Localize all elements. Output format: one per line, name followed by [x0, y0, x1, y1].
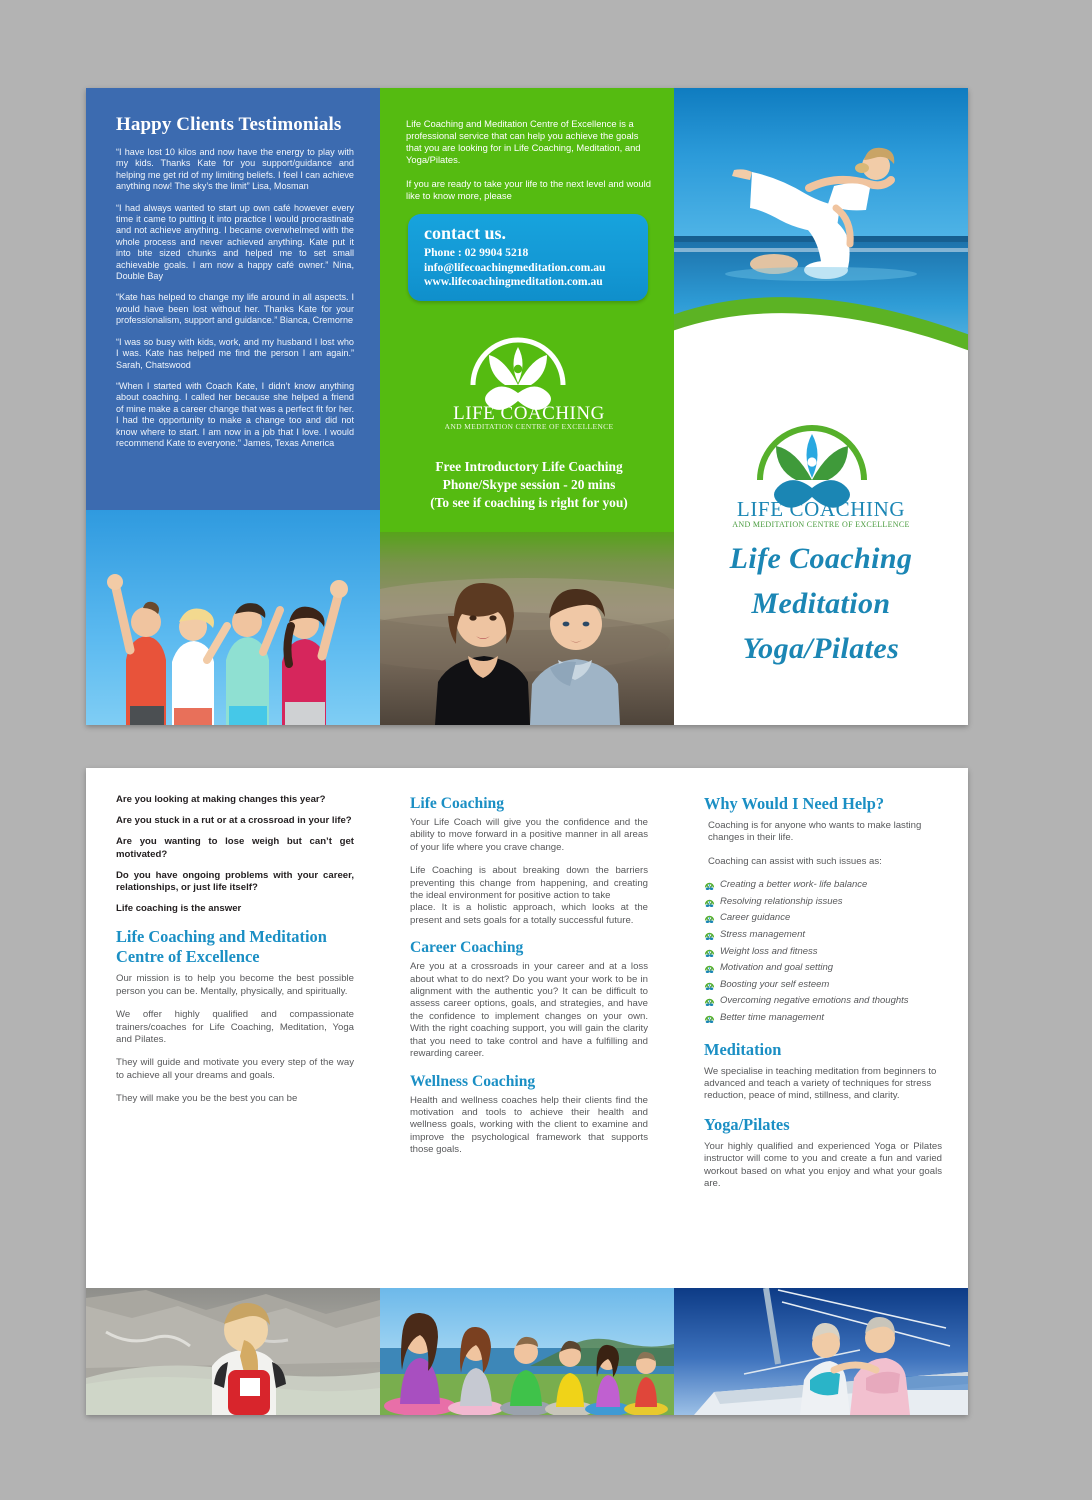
section-paragraph: Life Coaching is about breaking down the barriers preventing this change from happening, and creating the ideal environment for positive action to take	[410, 865, 648, 902]
green-info-panel	[380, 88, 674, 725]
section-heading-life-coaching: Life Coaching	[410, 795, 504, 812]
lotus-bullet-icon	[704, 980, 715, 995]
lotus-bullet-icon	[704, 996, 715, 1011]
svg-text:LIFE COACHING: LIFE COACHING	[736, 497, 906, 521]
right-intro: Coaching is for anyone who wants to make lasting changes in their life.	[708, 820, 922, 844]
list-item	[704, 962, 942, 978]
testimonial-quote: “I had always wanted to start up own café however every time it came to putting it into practice I would procrastinate and not achieve anything. I became overwhelmed with the whole process and never achieved anything. Kate put it into bite sized chunks and helped me to set small achievable goals. I am now a happy café owner.” Nina, Double Bay	[116, 202, 354, 282]
group-meditation-photo	[380, 1288, 674, 1415]
testimonial-quote: “I have lost 10 kilos and now have the energy to play with my kids. Thanks Kate for you support/guidance and helping me get rid of my limiting beliefs. I feel I can achieve anything now! The sky’s the limit” Lisa, Mosman	[116, 147, 354, 192]
lotus-bullet-icon	[704, 897, 715, 912]
senior-couple-sailing-photo	[674, 1288, 968, 1415]
hiker-mountain-photo	[86, 1288, 380, 1415]
list-item-label: Creating a better work- life balance	[720, 879, 868, 891]
list-item-label: Better time management	[720, 1011, 825, 1023]
contact-box[interactable]	[408, 214, 648, 301]
question-line: Do you have ongoing problems with your career, relationships, or just life itself?	[116, 869, 354, 894]
lotus-bullet-icon	[704, 963, 715, 978]
section-paragraph: Are you at a crossroads in your career and at a loss about what to do next? Do you want your work to be in alignment with the authentic you? It can be difficult to assess career options, goals, and strategies, and have the confidence to implement changes on your own. With the right coaching support, you will gain the clarity that you need to take control and have a fulfilling and rewarding career.	[410, 961, 648, 1060]
testimonials-panel	[86, 88, 380, 725]
friends-jumping-photo	[86, 510, 380, 725]
section-heading-career-coaching: Career Coaching	[410, 939, 524, 957]
section-paragraph: Health and wellness coaches help their clients find the motivation and tools to achieve their health and wellness goals, working with the client to examine and improve the psychological framework that supports those goals.	[410, 1094, 648, 1156]
section-paragraph: Your highly qualified and experienced Yoga or Pilates instructor will come to you and create a fun and varied workout based on what you enjoy and what your goals are.	[704, 1140, 942, 1189]
cover-title	[674, 536, 968, 671]
right-heading: Why Would I Need Help?	[704, 794, 885, 813]
brochure-front-sheet	[86, 88, 968, 725]
section-paragraph: Your Life Coach will give you the confidence and the ability to move forward in a positive manner in all areas of your life where you crave change.	[410, 817, 648, 853]
svg-text:LIFE COACHING: LIFE COACHING	[453, 402, 605, 424]
green-cta-text: If you are ready to take your life to the next level and would like to know more, please	[406, 178, 651, 201]
question-line: Are you wanting to lose weigh but can’t get motivated?	[116, 836, 354, 860]
list-item	[704, 1012, 942, 1028]
question-line: Are you stuck in a rut or at a crossroad in your life?	[116, 815, 352, 827]
promo-line: (To see if coaching is right for you)	[430, 494, 628, 510]
contact-phone[interactable]: Phone : 02 9904 5218	[424, 246, 529, 259]
green-intro-text: Life Coaching and Meditation Centre of Excellence is a professional service that can help you achieve the goals that you are looking for in Life Coaching, Meditation, and Yoga/Pilates.	[406, 118, 641, 165]
cover-title-line: Meditation	[751, 587, 891, 620]
list-item-label: Career guidance	[720, 912, 791, 924]
inner-column-left	[86, 768, 380, 1288]
svg-text:AND MEDITATION CENTRE OF EXCEL: AND MEDITATION CENTRE OF EXCELLENCE	[445, 421, 613, 431]
yoga-pose-photo	[674, 88, 968, 406]
list-item-label: Weight loss and fitness	[720, 945, 818, 957]
list-item	[704, 946, 942, 962]
testimonials-title: Happy Clients Testimonials	[116, 114, 342, 135]
list-item-label: Resolving relationship issues	[720, 895, 843, 907]
left-heading: Life Coaching and Meditation Centre of Excellence	[116, 927, 327, 967]
section-heading-yoga-pilates: Yoga/Pilates	[704, 1114, 790, 1134]
cover-title-line: Yoga/Pilates	[742, 632, 900, 665]
left-paragraph: They will make you be the best you can be	[116, 1093, 298, 1105]
logo-white	[406, 323, 652, 440]
question-line: Are you looking at making changes this year?	[116, 794, 326, 805]
list-item	[704, 995, 942, 1011]
brochure-inner-sheet	[86, 768, 968, 1415]
lotus-bullet-icon	[704, 913, 715, 928]
promo-line: Free Introductory Life Coaching	[435, 458, 623, 474]
lotus-bullet-icon	[704, 1013, 715, 1028]
inner-column-middle	[380, 768, 674, 1288]
lotus-bullet-icon	[704, 947, 715, 962]
question-answer-line: Life coaching is the answer	[116, 903, 242, 915]
section-paragraph: place. It is a holistic approach, which looks at the present and sets goals for a totally successful future.	[410, 902, 648, 926]
svg-text:AND MEDITATION CENTRE OF EXCEL: AND MEDITATION CENTRE OF EXCELLENCE	[732, 520, 910, 529]
testimonial-quote: “I was so busy with kids, work, and my husband I lost who I was. Kate has helped me find the person I am again.” Sarah, Chatswood	[116, 336, 354, 370]
section-heading-meditation: Meditation	[704, 1039, 782, 1059]
left-paragraph: We offer highly qualified and compassionate trainers/coaches for Life Coaching, Meditation, Yoga and Pilates.	[116, 1009, 354, 1046]
list-item	[704, 979, 942, 995]
inner-photo-strip	[86, 1288, 968, 1415]
contact-website[interactable]: www.lifecoachingmeditation.com.au	[424, 275, 603, 288]
lotus-bullet-icon	[704, 930, 715, 945]
list-item	[704, 879, 942, 895]
section-heading-wellness-coaching: Wellness Coaching	[410, 1072, 536, 1090]
coach-couple-photo	[380, 532, 674, 725]
cover-title-line: Life Coaching	[729, 542, 913, 575]
logo-color	[674, 406, 968, 539]
right-list-lead: Coaching can assist with such issues as:	[708, 855, 882, 867]
lotus-bullet-icon	[704, 880, 715, 895]
free-session-promo	[406, 458, 652, 512]
promo-line: Phone/Skype session - 20 mins	[442, 476, 616, 492]
list-item	[704, 929, 942, 945]
left-paragraph: They will guide and motivate you every step of the way to achieve all your dreams and goals.	[116, 1057, 354, 1081]
contact-email[interactable]: info@lifecoachingmeditation.com.au	[424, 260, 606, 274]
list-item-label: Motivation and goal setting	[720, 962, 834, 974]
list-item-label: Stress management	[720, 929, 806, 940]
benefits-list	[704, 879, 942, 1027]
cover-panel	[674, 88, 968, 725]
contact-title: contact us.	[424, 223, 506, 243]
list-item	[704, 912, 942, 928]
list-item-label: Boosting your self esteem	[720, 978, 830, 990]
section-paragraph: We specialise in teaching meditation from beginners to advanced and teach a variety of techniques for stress reduction, peace of mind, stillness, and clarity.	[704, 1065, 937, 1102]
inner-column-right	[674, 768, 968, 1288]
testimonial-quote: “When I started with Coach Kate, I didn’t know anything about coaching. I called her because she helped a friend of mine make a career change that was a perfect fit for her. I had the opportunity to make a change too and did not know where to start. I am now in a job that I love. I would recommend Kate to everyone.” James, Texas America	[116, 380, 354, 448]
testimonial-quote: “Kate has helped to change my life around in all aspects. I would have been lost without her. Thanks Kate for your professionalism, support and guidance.” Bianca, Cremorne	[116, 292, 354, 326]
left-paragraph: Our mission is to help you become the best possible person you can be. Mentally, physically, and spiritually.	[116, 973, 354, 997]
list-item	[704, 896, 942, 912]
list-item-label: Overcoming negative emotions and thoughts	[720, 995, 909, 1007]
